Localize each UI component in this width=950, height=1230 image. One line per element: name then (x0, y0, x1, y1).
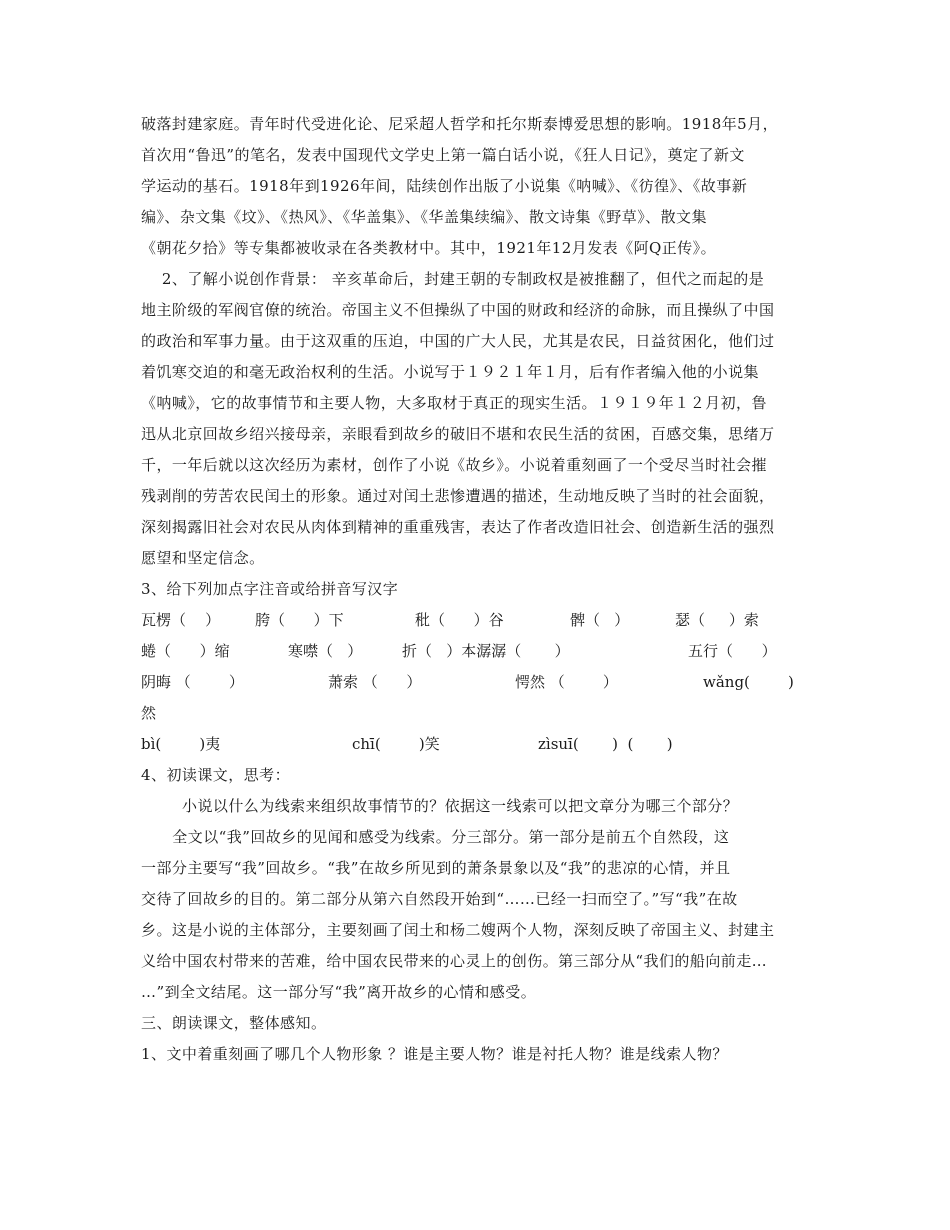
answer-paragraph-line: …”到全文结尾。这一部分写“我”离开故乡的心情和感受。 (141, 983, 537, 1001)
phonetic-item: 瓦楞（ ） (141, 611, 221, 629)
author-paragraph-line: 编》、杂文集《坟》、《热风》、《华盖集》、《华盖集续编》、散文诗集《野草》、散文集 (141, 208, 707, 226)
phonetic-item: 蜷（ ）缩 (141, 642, 230, 660)
answer-paragraph-line: 乡。这是小说的主体部分，主要刻画了闰土和杨二嫂两个人物，深刻反映了帝国主义、封建主 (141, 921, 775, 939)
phonetic-item: 萧索 （ ） (328, 673, 422, 691)
background-paragraph-line: 愿望和坚定信念。 (141, 549, 265, 567)
background-paragraph-line: 的政治和军事力量。由于这双重的压迫，中国的广大人民，尤其是农民，日益贫困化，他们过 (141, 332, 775, 350)
answer-paragraph-line: 交待了回故乡的目的。第二部分从第六自然段开始到“……已经一扫而空了。”写“我”在故 (141, 890, 738, 908)
phonetic-item: 寒噤（ ） (288, 642, 363, 660)
background-paragraph-line: 残剥削的劳苦农民闰土的形象。通过对闰土悲惨遭遇的描述，生动地反映了当时的社会面貌， (141, 487, 775, 505)
author-paragraph-line: 学运动的基石。1918年到1926年间，陆续创作出版了小说集《呐喊》、《彷徨》、《故事新 (141, 177, 748, 195)
background-paragraph-line: 2、了解小说创作背景： 辛亥革命后，封建王朝的专制政权是被推翻了，但代之而起的是 (141, 270, 765, 288)
phonetic-item: wǎng( ) (703, 673, 794, 691)
phonetic-item: 折（ ）本潺潺（ ） (402, 642, 570, 660)
answer-paragraph-line: 义给中国农村带来的苦难，给中国农民带来的心灵上的创伤。第三部分从“我们的船向前走… (141, 952, 768, 970)
background-paragraph-line: 迅从北京回故乡绍兴接母亲，亲眼看到故乡的破旧不堪和农民生活的贫困，百感交集，思绪万 (141, 425, 775, 443)
phonetic-item: zìsuī( ) ( ) (538, 735, 673, 753)
background-paragraph-line: 千，一年后就以这次经历为素材，创作了小说《故乡》。小说着重刻画了一个受尽当时社会摧 (141, 456, 767, 474)
answer-paragraph-line: 一部分主要写“我”回故乡。“我”在故乡所见到的萧条景象以及“我”的悲凉的心情，并且 (141, 859, 731, 877)
exercise-heading: 3、给下列加点字注音或给拼音写汉字 (141, 580, 399, 598)
phonetic-item: 阴晦 （ ） (141, 673, 244, 691)
answer-paragraph-line: 全文以“我”回故乡的见闻和感受为线索。分三部分。第一部分是前五个自然段，这 (141, 828, 730, 846)
background-paragraph-line: 着饥寒交迫的和毫无政治权利的生活。小说写于１９２１年１月，后有作者编入他的小说集 (141, 363, 760, 381)
background-paragraph-line: 深刻揭露旧社会对农民从肉体到精神的重重残害，表达了作者改造旧社会、创造新生活的强烈 (141, 518, 775, 536)
reading-question: 小说以什么为线索来组织故事情节的？依据这一线索可以把文章分为哪三个部分？ (182, 797, 739, 815)
background-paragraph-line: 地主阶级的军阀官僚的统治。帝国主义不但操纵了中国的财政和经济的命脉，而且操纵了中国 (141, 301, 775, 319)
phonetic-item: 五行（ ） (688, 642, 777, 660)
reading-heading: 4、初读课文，思考： (141, 766, 291, 784)
phonetic-item: 然 (141, 704, 157, 722)
phonetic-item: 秕（ ）谷 (415, 611, 504, 629)
author-paragraph-line: 《朝花夕拾》等专集都被收录在各类教材中。其中，1921年12月发表《阿Q正传》。 (141, 239, 717, 257)
section-heading: 三、朗读课文，整体感知。 (141, 1014, 327, 1032)
phonetic-item: chī( )笑 (352, 735, 440, 753)
phonetic-item: 瑟（ ）索 (675, 611, 759, 629)
phonetic-item: 髀（ ） (570, 611, 630, 629)
section-question: 1、文中着重刻画了哪几个人物形象 ？谁是主要人物？谁是衬托人物？谁是线索人物？ (141, 1045, 728, 1063)
author-paragraph-line: 首次用“鲁迅”的笔名，发表中国现代文学史上第一篇白话小说，《狂人日记》，奠定了新文 (141, 146, 745, 164)
phonetic-item: bì( )夷 (141, 735, 221, 753)
background-paragraph-line: 《呐喊》，它的故事情节和主要人物，大多取材于真正的现实生活。１９１９年１２月初，鲁 (141, 394, 767, 412)
phonetic-item: 胯（ ）下 (255, 611, 344, 629)
author-paragraph-line: 破落封建家庭。青年时代受进化论、尼采超人哲学和托尔斯泰博爱思想的影响。1918年5月， (141, 115, 779, 133)
phonetic-item: 愕然 （ ） (515, 673, 618, 691)
